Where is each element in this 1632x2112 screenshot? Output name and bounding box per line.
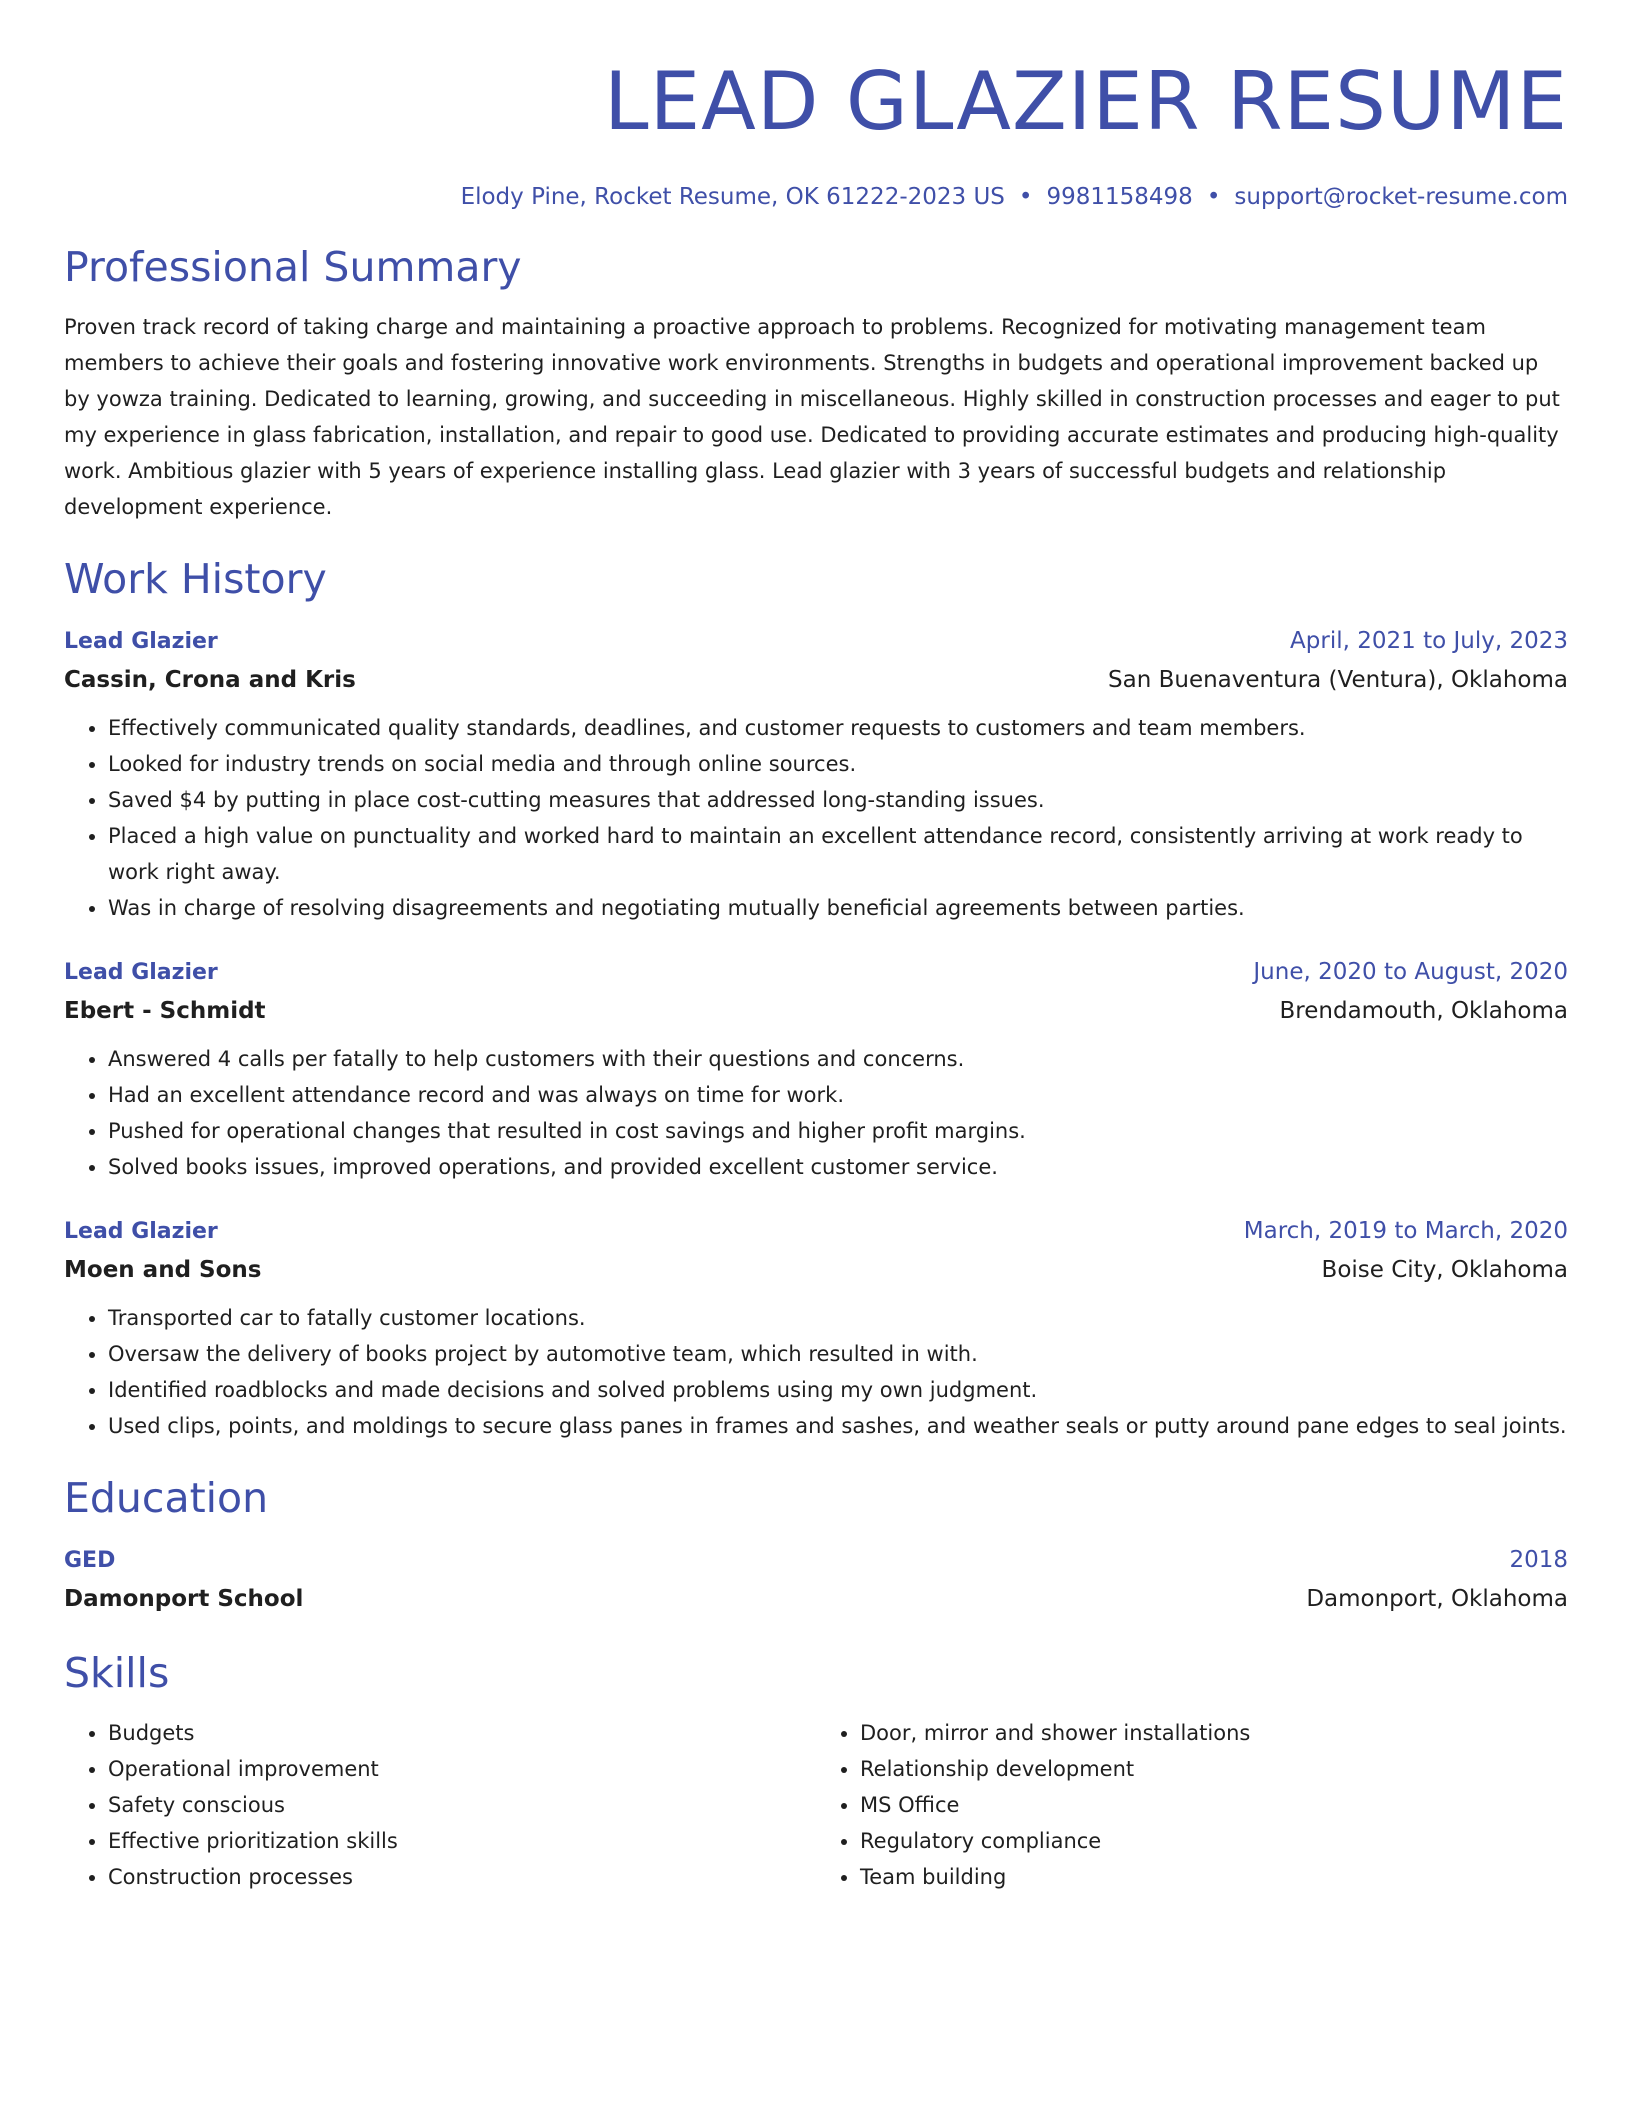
job-location: Boise City, Oklahoma	[1321, 1257, 1568, 1283]
skills-columns	[64, 1715, 1568, 1895]
skill-item: • Relationship development	[860, 1751, 1568, 1787]
contact-email: support@rocket-resume.com	[1234, 184, 1568, 210]
job-role: Lead Glazier	[64, 960, 218, 985]
job-company: Cassin, Crona and Kris	[64, 667, 356, 693]
contact-address: Elody Pine, Rocket Resume, OK 61222-2023 US	[460, 184, 1005, 210]
job-entry	[64, 954, 1568, 1185]
job-dates: March, 2019 to March, 2020	[1243, 1218, 1568, 1244]
contact-separator: •	[1206, 184, 1221, 210]
job-bullet: • Saved $4 by putting in place cost-cutting measures that addressed long-standing issues.	[108, 782, 1568, 818]
education-section	[64, 1470, 1568, 1619]
section-heading-summary: Professional Summary	[64, 243, 522, 291]
skill-item: • Regulatory compliance	[860, 1823, 1568, 1859]
contact-phone: 9981158498	[1046, 184, 1193, 210]
education-entry	[64, 1542, 1568, 1619]
job-bullet: • Had an excellent attendance record and was always on time for work.	[108, 1077, 1568, 1113]
skill-item: • Budgets	[108, 1715, 816, 1751]
job-bullet: • Was in charge of resolving disagreements and negotiating mutually beneficial agreements between parties.	[108, 890, 1568, 926]
job-company: Ebert - Schmidt	[64, 998, 266, 1024]
job-company: Moen and Sons	[64, 1257, 262, 1283]
job-bullet: • Used clips, points, and moldings to secure glass panes in frames and sashes, and weather seals or putty around pane edges to seal joints.	[108, 1408, 1568, 1444]
job-bullet: • Answered 4 calls per fatally to help customers with their questions and concerns.	[108, 1041, 1568, 1077]
job-bullet: • Pushed for operational changes that resulted in cost savings and higher profit margins.	[108, 1113, 1568, 1149]
job-role: Lead Glazier	[64, 629, 218, 654]
work-history-section	[64, 551, 1568, 1444]
education-year: 2018	[1509, 1547, 1568, 1573]
skill-item: • Team building	[860, 1859, 1568, 1895]
skills-section	[64, 1645, 1568, 1895]
job-bullet: • Transported car to fatally customer locations.	[108, 1300, 1568, 1336]
skill-item: • Door, mirror and shower installations	[860, 1715, 1568, 1751]
section-heading-work: Work History	[64, 555, 327, 603]
job-bullet: • Placed a high value on punctuality and worked hard to maintain an excellent attendance record, consistently arriving at work ready to work right away.	[108, 818, 1568, 890]
job-dates: April, 2021 to July, 2023	[1290, 628, 1568, 654]
section-heading-education: Education	[64, 1474, 269, 1522]
education-degree: GED	[64, 1548, 116, 1573]
job-bullets	[64, 710, 1568, 926]
skills-list-right	[816, 1715, 1568, 1895]
job-bullets	[64, 1041, 1568, 1185]
skill-item: • MS Office	[860, 1787, 1568, 1823]
summary-text: Proven track record of taking charge and maintaining a proactive approach to problems. Recognized for motivating management team members to achieve their goals and fostering innovative work environments. Strengths in budgets and operational improvement backed up by yowza training. Dedicated to learning, growing, and succeeding in miscellaneous. Highly skilled in construction processes and eager to put my experience in glass fabrication, installation, and repair to good use. Dedicated to providing accurate estimates and producing high-quality work. Ambitious glazier with 5 years of experience installing glass. Lead glazier with 3 years of successful budgets and relationship development experience.	[64, 315, 1560, 519]
job-bullet: • Effectively communicated quality standards, deadlines, and customer requests to customers and team members.	[108, 710, 1568, 746]
job-bullet: • Solved books issues, improved operations, and provided excellent customer service.	[108, 1149, 1568, 1185]
job-entry	[64, 1213, 1568, 1444]
job-bullets	[64, 1300, 1568, 1444]
skill-item: • Construction processes	[108, 1859, 816, 1895]
job-location: San Buenaventura (Ventura), Oklahoma	[1108, 667, 1568, 693]
job-dates: June, 2020 to August, 2020	[1253, 959, 1568, 985]
job-bullet: • Oversaw the delivery of books project by automotive team, which resulted in with.	[108, 1336, 1568, 1372]
job-location: Brendamouth, Oklahoma	[1279, 998, 1568, 1024]
skill-item: • Safety conscious	[108, 1787, 816, 1823]
resume-page	[64, 0, 1568, 1895]
contact-separator: •	[1018, 184, 1033, 210]
education-school: Damonport School	[64, 1586, 304, 1612]
skills-list-left	[64, 1715, 816, 1895]
job-role: Lead Glazier	[64, 1219, 218, 1244]
job-entry	[64, 623, 1568, 926]
skill-item: • Operational improvement	[108, 1751, 816, 1787]
professional-summary-section	[64, 239, 1568, 525]
skill-item: • Effective prioritization skills	[108, 1823, 816, 1859]
job-bullet: • Identified roadblocks and made decisions and solved problems using my own judgment.	[108, 1372, 1568, 1408]
education-location: Damonport, Oklahoma	[1306, 1586, 1568, 1612]
section-heading-skills: Skills	[64, 1649, 170, 1697]
job-bullet: • Looked for industry trends on social media and through online sources.	[108, 746, 1568, 782]
contact-line	[64, 180, 1568, 214]
resume-title: LEAD GLAZIER RESUME	[604, 55, 1568, 148]
